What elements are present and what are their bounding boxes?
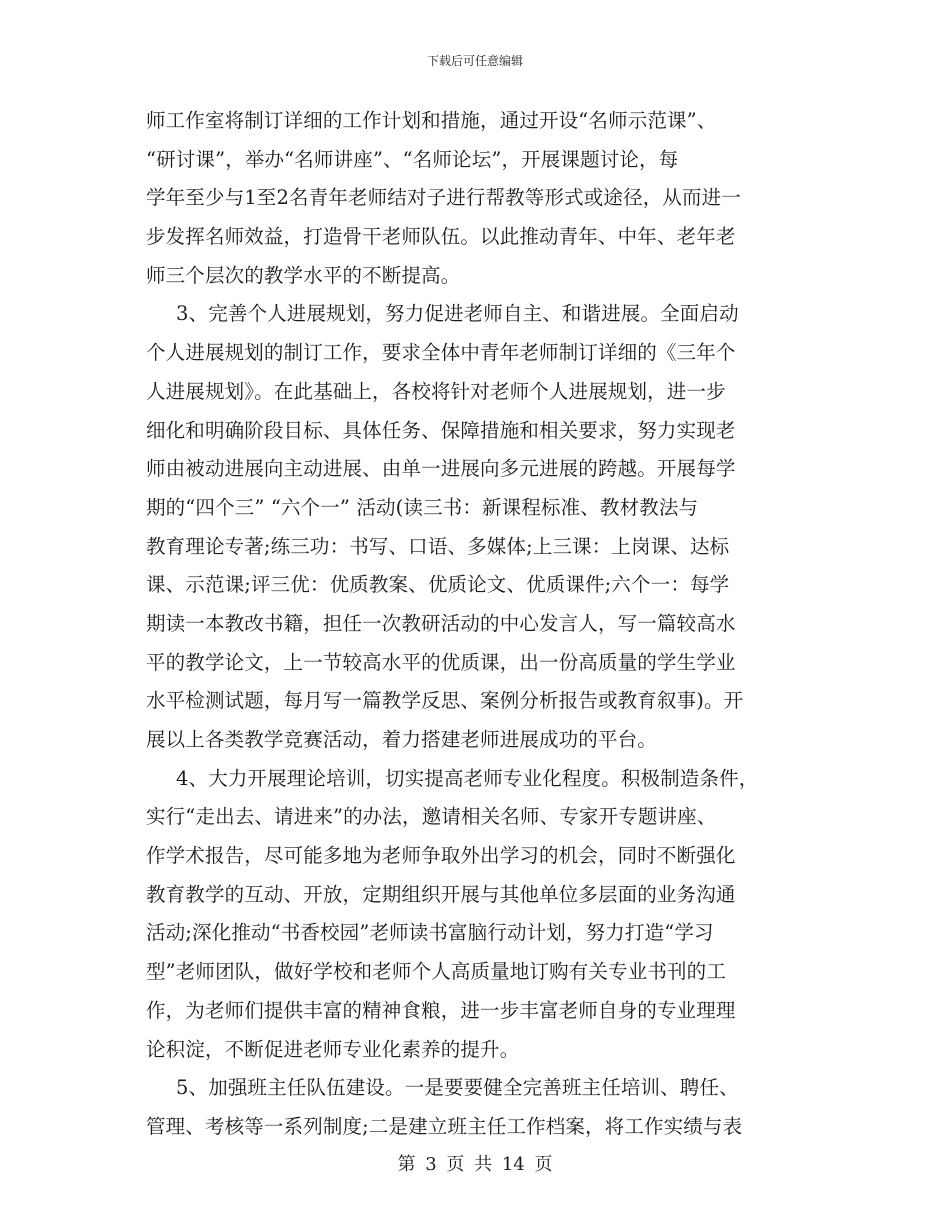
text-line: 师由被动进展向主动进展、由单一进展向多元进展的跨越。开展每学 bbox=[146, 457, 736, 481]
text-line: 学年至少与1至2名青年老师结对子进行帮教等形式或途径，从而进一 bbox=[146, 186, 741, 210]
text-line: 个人进展规划的制订工作，要求全体中青年老师制订详细的《三年个 bbox=[146, 341, 736, 365]
text-line: 型”老师团队，做好学校和老师个人高质量地订购有关专业书刊的工 bbox=[146, 960, 726, 984]
text-line: 作，为老师们提供丰富的精神食粮，进一步丰富老师自身的专业理理 bbox=[146, 998, 736, 1022]
text-line: 3、完善个人进展规划，努力促进老师自主、和谐进展。全面启动 bbox=[176, 302, 739, 326]
text-line: 平的教学论文，上一节较高水平的优质课，出一份高质量的学生学业 bbox=[146, 650, 736, 674]
text-line: 教育教学的互动、开放，定期组织开展与其他单位多层面的业务沟通 bbox=[146, 882, 736, 906]
text-line: 论积淀，不断促进老师专业化素养的提升。 bbox=[146, 1037, 520, 1061]
text-line: 活动;深化推动“书香校园”老师读书富脑行动计划，努力打造“学习 bbox=[146, 921, 714, 945]
text-line: 人进展规划》。在此基础上，各校将针对老师个人进展规划，进一步 bbox=[146, 379, 726, 403]
page-footer: 第 3 页 共 14 页 bbox=[397, 1154, 553, 1175]
text-line: 课、示范课;评三优：优质教案、优质论文、优质课件;六个一：每学 bbox=[146, 573, 730, 597]
text-line: 师工作室将制订详细的工作计划和措施，通过开设“名师示范课”、 bbox=[146, 109, 717, 132]
text-line: 展以上各类教学竞赛活动，着力搭建老师进展成功的平台。 bbox=[146, 728, 657, 751]
text-line: 管理、考核等一系列制度;二是建立班主任工作档案，将工作实绩与表 bbox=[146, 1114, 743, 1138]
text-line: 师三个层次的教学水平的不断提高。 bbox=[146, 263, 461, 287]
text-line: 细化和明确阶段目标、具体任务、保障措施和相关要求，努力实现老 bbox=[146, 418, 736, 442]
text-line: 实行“走出去、请进来”的办法，邀请相关名师、专家开专题讲座、 bbox=[146, 805, 717, 829]
text-line: 期读一本教改书籍，担任一次教研活动的中心发言人，写一篇较高水 bbox=[146, 611, 736, 635]
text-line: 步发挥名师效益，打造骨干老师队伍。以此推动青年、中年、老年老 bbox=[146, 225, 736, 249]
text-line: 5、加强班主任队伍建设。一是要要健全完善班主任培训、聘任、 bbox=[176, 1076, 739, 1100]
page-header: 下载后可任意编辑 bbox=[426, 54, 523, 68]
text-line: 水平检测试题，每月写一篇教学反思、案例分析报告或教育叙事)。开 bbox=[146, 689, 744, 713]
text-line: 作学术报告，尽可能多地为老师争取外出学习的机会，同时不断强化 bbox=[146, 844, 736, 868]
text-line: “研讨课”，举办“名师讲座”、“名师论坛”，开展课题讨论，每 bbox=[146, 147, 679, 171]
text-line: 期的“四个三” “六个一” 活动(读三书：新课程标准、教材教法与 bbox=[146, 495, 699, 519]
document-body bbox=[146, 102, 826, 1147]
text-line: 教育理论专著;练三功：书写、口语、多媒体;上三课：上岗课、达标 bbox=[146, 534, 730, 558]
text-line: 4、大力开展理论培训，切实提高老师专业化程度。积极制造条件， bbox=[176, 766, 759, 790]
